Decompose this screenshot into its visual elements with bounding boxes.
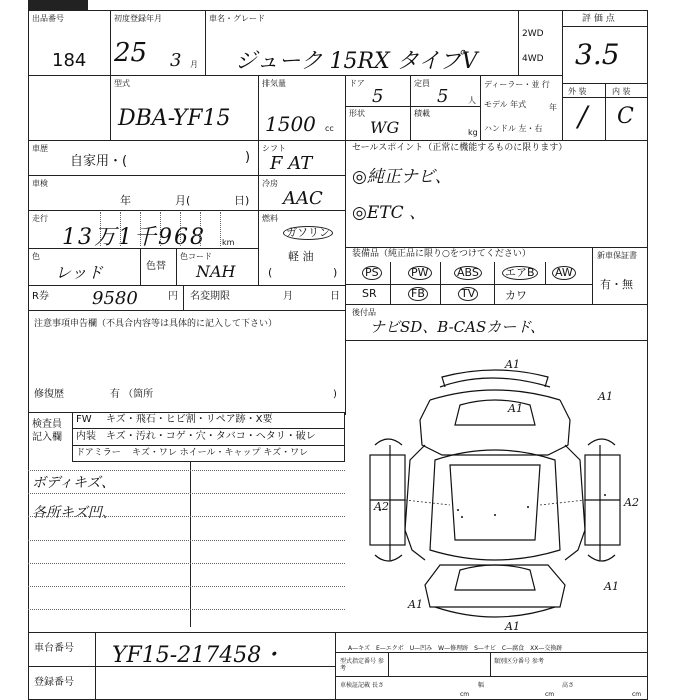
fuel-label: 燃料 [262,214,278,223]
model-year-label: モデル 年式 [484,100,527,109]
fuel-paren-open: ( [268,266,273,279]
chassis-number: YF15-217458・ [112,643,284,668]
repair-value: 有 （箇所 [110,389,154,400]
score-label: 評 価 点 [582,14,615,24]
body-type: WG [370,118,400,137]
int-score: C [617,104,634,129]
month-unit: 月 [190,60,198,69]
int-label: 内 装 [612,87,631,96]
aftermarket-label: 後付品 [352,308,376,317]
inspector-row-interior-body: キズ・汚れ・コゲ・穴・タバコ・ヘタリ・破レ [106,431,316,442]
fuel-gasoline [283,226,333,240]
top-strip [28,0,88,10]
recycle-label: R券 [32,291,49,302]
warranty-value: 有・無 [600,278,633,291]
notes-label: 注意事項申告欄（不具合内容等は具体的に記入して下さい） [34,319,278,329]
inspector-row-mirror-body: キズ・ワレ ホイール・キャップ キズ・ワレ [132,448,309,458]
height-label: 高さ [562,682,575,689]
damage-mark-left-side: A2 [374,500,389,513]
type-code: DBA-YF15 [118,106,231,131]
inspection-year-unit: 年 [120,194,131,207]
repair-label: 修復歴 [34,389,64,400]
displacement-label: 排気量 [262,79,286,88]
inspector-row-fw-head: FW [76,414,92,425]
usage-value: 自家用・( [70,154,128,169]
lot-no-label: 出品番号 [32,14,64,23]
fuel-gasoline-circle: ガソリン [283,226,333,240]
chassis-label: 車台番号 [34,643,74,654]
warranty-label: 新車保証書 [597,251,637,260]
dealer-label: ディーラー・並 行 [484,80,550,89]
inspector-row-mirror-head: ドアミラー [76,448,121,458]
damage-mark-rear: A1 [505,620,520,633]
doors: 5 [372,86,384,107]
name-change-day-unit: 日 [330,291,340,302]
equip-ps [362,266,382,280]
year-unit: 年 [549,103,557,112]
displacement: 1500 [265,112,316,136]
equip-tv-circle: TV [458,287,478,301]
capacity-label: 定員 [414,79,430,88]
sales-point-2: ◎ETC 、 [352,203,426,223]
damage-mark-right-side: A2 [624,496,639,509]
legend-text: A—キズ E—エクボ U—凹み W—修理跡 S—サビ C—腐食 XX—交換跡 [348,645,563,652]
color-code-label: 色コード [180,252,212,261]
damage-mark-left-rear: A1 [408,598,423,611]
shift-label: シフト [262,144,286,153]
damage-mark-right-rear: A1 [604,580,619,593]
reg-month: 3 [170,50,182,71]
model-name: ジューク 15RX タイプV [235,49,478,74]
damage-mark-front: A1 [505,358,520,371]
doors-label: ドア [349,79,365,88]
recycle-unit: 円 [168,291,178,302]
equip-aw-circle: AW [552,266,576,280]
color-value: レッド [55,263,103,282]
inspection-label: 車検 [32,179,48,188]
capacity: 5 [437,86,449,107]
equip-leather: カワ [505,289,527,302]
first-reg-label: 初度登録年月 [114,14,162,23]
body-label: 形状 [349,109,365,118]
height-cm-unit: cm [632,691,642,698]
shift-value: F AT [270,153,313,174]
color-code: NAH [196,262,236,281]
type-label: 型式 [114,79,130,88]
person-unit: 人 [468,96,476,105]
inspector-label: 検査員 記入欄 [32,419,62,443]
ext-label: 外 装 [568,87,587,96]
equip-fb-circle: FB [408,287,428,301]
inspection-day-unit: 日) [234,194,250,207]
equipment-label: 装備品（純正品に限り○をつけてください） [352,249,531,259]
equip-ps-circle: PS [362,266,382,280]
score: 3.5 [575,38,620,71]
equip-airbag [502,266,538,280]
equip-sr: SR [362,287,377,300]
name-change-month-unit: 月 [283,291,293,302]
cert-label: 型式指定番号 参考 [340,658,384,672]
color-change-label: 色替 [146,261,166,272]
length-cm-unit: cm [460,691,470,698]
cc-unit: cc [325,124,334,133]
model-label: 車名・グレード [209,14,265,23]
equip-airbag-circle: エアB [502,266,538,280]
sales-points-label: セールスポイント（正常に機能するものに限ります） [352,143,568,153]
class-label: 類別区分番号 参考 [494,658,544,665]
repair-close: ) [333,389,337,400]
usage-label: 車歴 [32,144,48,153]
damage-mark-hood: A1 [508,402,523,415]
equip-abs [454,266,482,280]
equip-fb [408,287,428,301]
handle-label: ハンドル 左・右 [484,124,543,133]
ext-score: / [578,100,588,133]
inspection-month-unit: 月( [175,194,191,207]
aircon-label: 冷房 [262,179,278,188]
equip-pw-circle: PW [408,266,432,280]
mileage-value: 13万1千968 [62,225,206,250]
name-change-label: 名変期限 [190,291,230,302]
equip-abs-circle: ABS [454,266,482,280]
equip-pw [408,266,432,280]
equip-aw [552,266,576,280]
color-label: 色 [32,252,40,261]
sales-point-1: ◎純正ナビ、 [352,167,452,187]
inspector-row-fw-body: キズ・飛石・ヒビ割・リペア跡・X要 [106,414,273,425]
inspector-note-1: ボディキズ、 [32,475,116,491]
damage-mark-right-front: A1 [598,390,613,403]
mileage-label: 走行 [32,214,48,223]
width-label: 幅 [478,682,485,689]
fuel-paren-close: ) [333,266,338,279]
reg-year: 25 [114,38,148,68]
reg-label: 登録番号 [34,677,74,688]
drive-2wd: 2WD [522,29,544,39]
lot-no: 184 [52,50,87,71]
inspector-row-interior-head: 内装 [76,431,96,442]
fuel-diesel: 軽 油 [288,250,314,263]
aircon-value: AAC [283,188,323,209]
width-cm-unit: cm [545,691,555,698]
km-unit: km [222,238,235,247]
inspector-note-2: 各所キズ凹、 [32,505,116,521]
dims-label: 車検証記載 長さ [340,682,384,689]
drive-4wd: 4WD [522,54,544,64]
equip-tv [458,287,478,301]
load-label: 積載 [414,109,430,118]
usage-paren: ) [245,150,251,165]
kg-unit: kg [468,128,478,137]
aftermarket-value: ナビSD、B-CASカード、 [370,318,545,336]
recycle-value: 9580 [92,288,138,309]
